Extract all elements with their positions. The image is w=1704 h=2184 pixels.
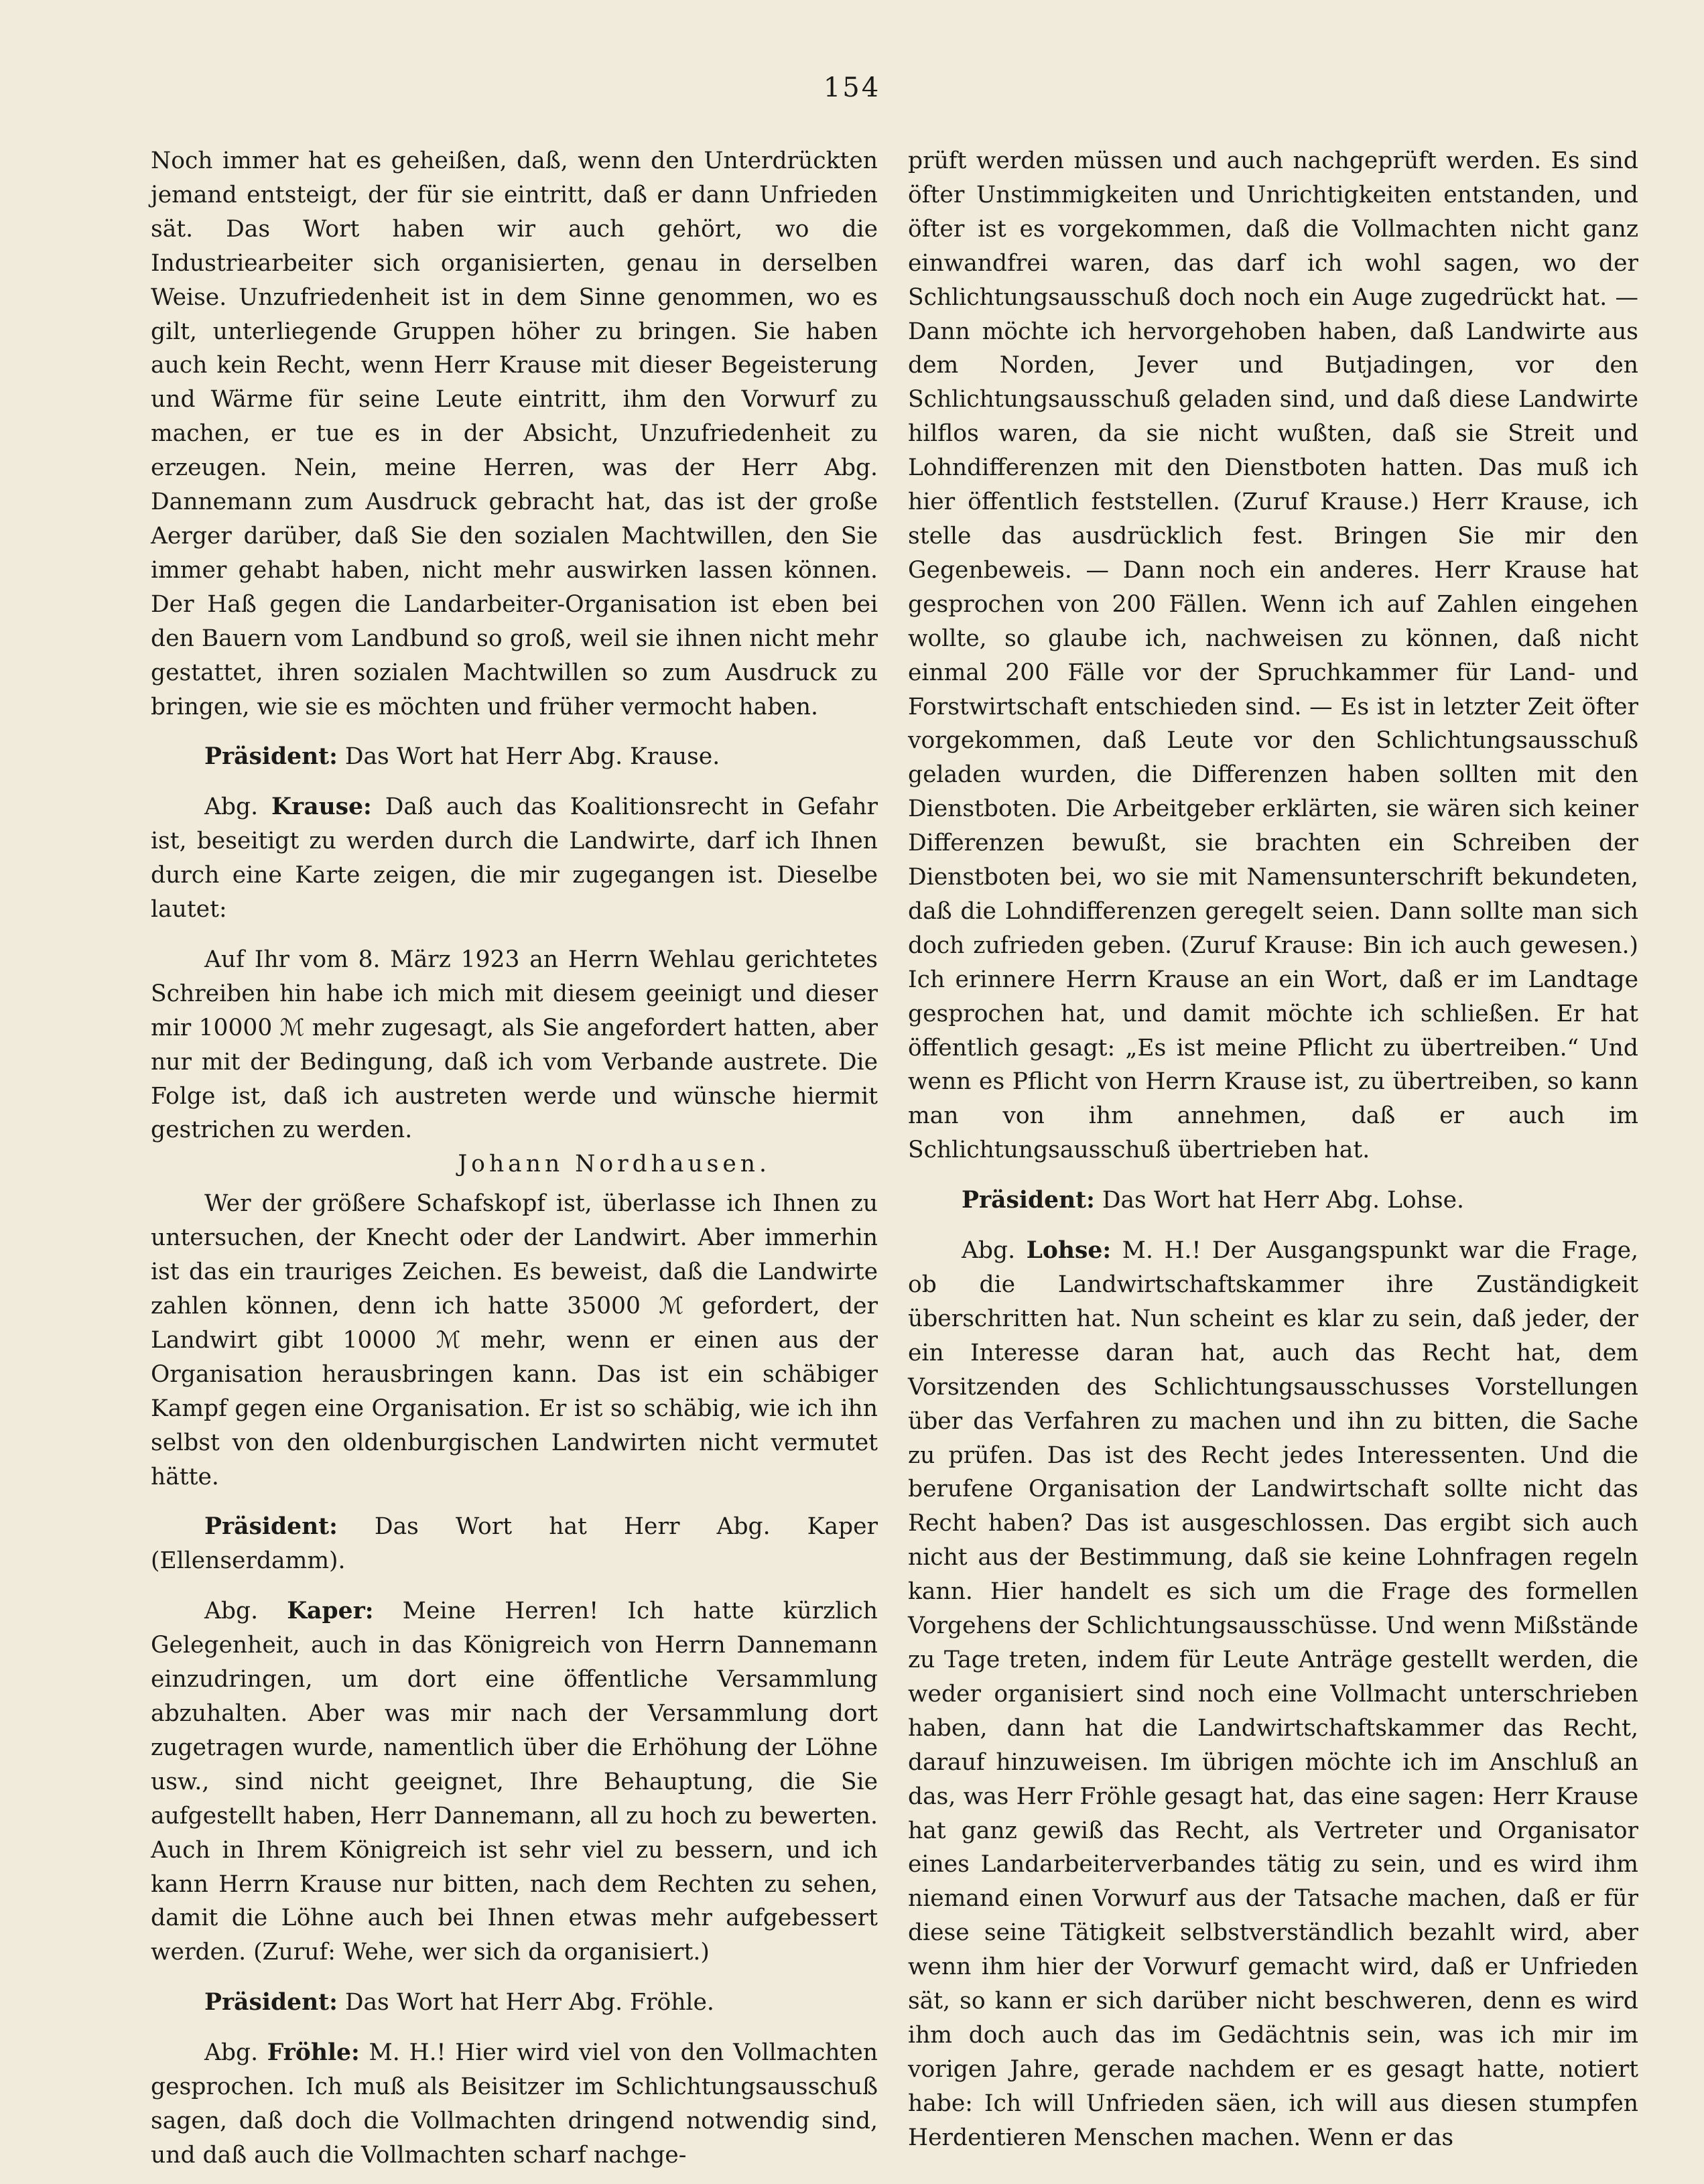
abg-prefix: Abg. bbox=[204, 1598, 259, 1625]
speaker-label: Präsident: bbox=[204, 1513, 338, 1541]
speech-paragraph bbox=[151, 2036, 878, 2173]
abg-prefix: Abg. bbox=[204, 793, 259, 821]
speaker-line bbox=[151, 1986, 878, 2020]
paragraph: Wer der größere Schafskopf ist, überlasse ich Ihnen zu untersuchen, der Knecht oder der Landwirt. Aber immerhin ist das ein trauriges Zeichen. Es beweist, daß die Landwirte zahlen können, denn ich hatte 35000 ℳ gefordert, der Landwirt gibt 10000 ℳ mehr, wenn er einen aus der Organisation herausbringen kann. Das ist ein schäbiger Kampf gegen eine Organisation. Er ist so schäbig, wie ich ihn selbst von den oldenburgischen Landwirten nicht vermutet hätte. bbox=[151, 1190, 878, 1490]
speaker-text: Das Wort hat Herr Abg. Kaper (Ellenserdamm). bbox=[151, 1513, 878, 1575]
speech-text: M. H.! Der Ausgangspunkt war die Frage, ob die Landwirtschaftskammer ihre Zuständigkeit überschritten hat. Nun scheint es klar zu sein, daß jeder, der ein Interesse daran hat, auch das Recht hat, dem Vorsitzenden des Schlichtungsausschusses Vorstellungen über das Verfahren zu machen und ihn zu bitten, die Sache zu prüfen. Das ist des Recht jedes Interessenten. Und die berufene Organisation der Landwirtschaft sollte nicht das Recht haben? Das ist ausgeschlossen. Das ergibt sich auch nicht aus der Bestimmung, daß sie keine Lohnfragen regeln kann. Hier handelt es sich um die Frage des formellen Vorgehens der Schlichtungsausschüsse. Und wenn Mißstände zu Tage treten, indem für Leute Anträge gestellt werden, die weder organisiert sind noch eine Vollmacht unterschrieben haben, dann hat die Landwirtschaftskammer das Recht, darauf hinzuweisen. Im übrigen möchte ich im Anschluß an das, was Herr Fröhle gesagt hat, das eine sagen: Herr Krause hat ganz gewiß das Recht, als Vertreter und Organisator eines Landarbeiterverbandes tätig zu sein, und es wird ihm niemand einen Vorwurf aus der Tatsache machen, daß er für diese seine Tätigkeit selbstverständlich bezahlt wird, aber wenn ihm hier der Vorwurf gemacht wird, daß er Unfrieden sät, so kann er sich darüber nicht beschweren, denn es wird ihm doch auch das im Gedächtnis sein, was ich mir im vorigen Jahre, gerade nachdem er es gesagt hatte, notiert habe: Ich will Unfrieden säen, ich will aus diesen stumpfen Herdentieren Menschen machen. Wenn er das bbox=[908, 1237, 1639, 2151]
paragraph: Noch immer hat es geheißen, daß, wenn den Unterdrückten jemand entsteigt, der für sie eintritt, daß er dann Unfrieden sät. Das Wort haben wir auch gehört, wo die Industriearbeiter sich organisierten, genau in derselben Weise. Unzufriedenheit ist in dem Sinne genommen, wo es gilt, unterliegende Gruppen höher zu bringen. Sie haben auch kein Recht, wenn Herr Krause mit dieser Begeisterung und Wärme für seine Leute eintritt, ihm den Vorwurf zu machen, er tue es in der Absicht, Unzufriedenheit zu erzeugen. Nein, meine Herren, was der Herr Abg. Dannemann zum Ausdruck gebracht hat, das ist der große Aerger darüber, daß Sie den sozialen Machtwillen, den Sie immer gehabt haben, nicht mehr auswirken lassen können. Der Haß gegen die Landarbeiter-Organisation ist eben bei den Bauern vom Landbund so groß, weil sie ihnen nicht mehr gestattet, ihren sozialen Machtwillen so zum Ausdruck zu bringen, wie sie es möchten und früher vermocht haben. bbox=[151, 147, 878, 720]
speech-text: Daß auch das Koalitionsrecht in Gefahr ist, beseitigt zu werden durch die Landwirte, darf ich Ihnen durch eine Karte zeigen, die mir zugegangen ist. Dieselbe lautet: bbox=[151, 793, 878, 923]
speaker-text: Das Wort hat Herr Abg. Krause. bbox=[344, 743, 720, 771]
speaker-line bbox=[151, 1510, 878, 1578]
speech-paragraph bbox=[908, 1234, 1638, 2155]
paragraph: prüft werden müssen und auch nachgeprüft werden. Es sind öfter Unstimmigkeiten und Unrichtigkeiten entstanden, und öfter ist es vorgekommen, daß die Vollmachten nicht ganz einwandfrei waren, das darf ich wohl sagen, wo der Schlichtungsausschuß doch noch ein Auge zugedrückt hat. — Dann möchte ich hervorgehoben haben, daß Landwirte aus dem Norden, Jever und Butjadingen, vor den Schlichtungsausschuß geladen sind, und daß diese Landwirte hilflos waren, da sie nicht wußten, daß sie Streit und Lohndifferenzen mit den Dienstboten hatten. Das muß ich hier öffentlich feststellen. (Zuruf Krause.) Herr Krause, ich stelle das ausdrücklich fest. Bringen Sie mir den Gegenbeweis. — Dann noch ein anderes. Herr Krause hat gesprochen von 200 Fällen. Wenn ich auf Zahlen eingehen wollte, so glaube ich, nachweisen zu können, daß nicht einmal 200 Fälle vor der Spruchkammer für Land- und Forstwirtschaft entschieden sind. — Es ist in letzter Zeit öfter vorgekommen, daß Leute vor den Schlichtungsausschuß geladen wurden, die Differenzen haben sollten mit den Dienstboten. Die Arbeitgeber erklärten, sie wären sich keiner Differenzen bewußt, sie brachten ein Schreiben der Dienstboten bei, wo sie mit Namensunterschrift bekundeten, daß die Lohndifferenzen geregelt seien. Dann sollte man sich doch zufrieden geben. (Zuruf Krause: Bin ich auch gewesen.) Ich erinnere Herrn Krause an ein Wort, daß er im Landtage gesprochen hat, und damit möchte ich schließen. Er hat öffentlich gesagt: „Es ist meine Pflicht zu übertreiben.“ Und wenn es Pflicht von Herrn Krause ist, zu übertreiben, so kann man von ihm annehmen, daß er auch im Schlichtungsausschuß übertrieben hat. bbox=[908, 147, 1638, 1164]
page-number: 154 bbox=[823, 72, 881, 103]
speaker-label: Präsident: bbox=[204, 1989, 338, 2016]
speaker-line bbox=[908, 1183, 1638, 1218]
speaker-label: Krause: bbox=[271, 793, 372, 821]
letter-signature: Johann Nordhausen. bbox=[458, 1151, 771, 1178]
speaker-label: Präsident: bbox=[962, 1187, 1095, 1214]
abg-prefix: Abg. bbox=[204, 2039, 259, 2067]
speaker-label: Kaper: bbox=[287, 1598, 374, 1625]
quoted-letter: Auf Ihr vom 8. März 1923 an Herrn Wehlau gerichtetes Schreiben hin habe ich mich mit diesem geeinigt und dieser mir 10000 ℳ mehr zugesagt, als Sie angefordert hatten, aber nur mit der Bedingung, daß ich vom Verbande austrete. Die Folge ist, daß ich austreten werde und wünsche hiermit gestrichen zu werden. bbox=[151, 946, 878, 1144]
speaker-text: Das Wort hat Herr Abg. Fröhle. bbox=[344, 1989, 714, 2016]
right-column bbox=[908, 144, 1638, 2155]
speaker-label: Präsident: bbox=[204, 743, 338, 771]
speaker-text: Das Wort hat Herr Abg. Lohse. bbox=[1102, 1187, 1465, 1214]
speech-text: Meine Herren! Ich hatte kürzlich Gelegenheit, auch in das Königreich von Herrn Dannemann einzudringen, um dort eine öffentliche Versammlung abzuhalten. Aber was mir nach der Versammlung dort zugetragen wurde, namentlich über die Erhöhung der Löhne usw., sind nicht geeignet, Ihre Behauptung, die Sie aufgestellt haben, Herr Dannemann, all zu hoch zu bewerten. Auch in Ihrem Königreich ist sehr viel zu bessern, und ich kann Herrn Krause nur bitten, nach dem Rechten zu sehen, damit die Löhne auch bei Ihnen etwas mehr aufgebessert werden. (Zuruf: Wehe, wer sich da organisiert.) bbox=[151, 1598, 878, 1966]
speaker-label: Fröhle: bbox=[267, 2039, 360, 2067]
speaker-label: Lohse: bbox=[1026, 1237, 1112, 1265]
speech-paragraph bbox=[151, 790, 878, 927]
left-column bbox=[151, 144, 878, 2173]
speech-paragraph bbox=[151, 1594, 878, 1970]
abg-prefix: Abg. bbox=[962, 1237, 1016, 1265]
speech-text: M. H.! Hier wird viel von den Vollmachten gesprochen. Ich muß als Beisitzer im Schlichtungsausschuß sagen, daß doch die Vollmachten dringend notwendig sind, und daß auch die Vollmachten scharf nachge- bbox=[151, 2039, 878, 2169]
speaker-line bbox=[151, 740, 878, 774]
